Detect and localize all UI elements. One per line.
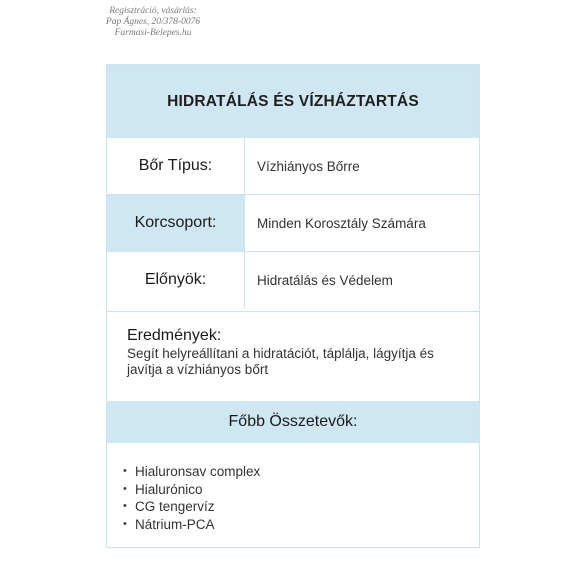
skin-type-value: Vízhiányos Bőrre [244, 138, 479, 194]
ingredient-name: Nátrium-PCA [135, 516, 215, 532]
results-text: Segít helyreállítani a hidratációt, táplálja, lágyítja és javítja a vízhiányos bőrt [127, 346, 434, 377]
results-section [107, 317, 479, 401]
watermark-line-1: Regisztráció, vásárlás: [109, 6, 197, 16]
ingredient-name: CG tengervíz [135, 499, 215, 514]
bullet-icon: • [123, 465, 127, 477]
list-item [123, 498, 260, 516]
results-title: Eredmények: [127, 327, 222, 344]
benefits-label: Előnyök: [144, 271, 207, 288]
bullet-icon: • [123, 517, 127, 530]
product-info-card [106, 64, 480, 548]
skin-type-label: Bőr Típus: [138, 157, 213, 174]
row-divider [107, 311, 479, 312]
bullet-icon: • [123, 500, 127, 512]
benefits-value: Hidratálás és Védelem [244, 252, 479, 308]
watermark-line-2: Pap Ágnes, 20/378-0076 [105, 17, 201, 27]
watermark [96, 6, 210, 39]
ingredient-name: Hialurónico [135, 481, 203, 497]
ingredients-list [123, 463, 260, 533]
list-item [123, 481, 260, 499]
bullet-icon: • [123, 482, 127, 495]
age-group-value: Minden Korosztály Számára [244, 195, 479, 251]
list-item [123, 516, 260, 534]
list-item [123, 463, 260, 481]
ingredients-title: Főbb Összetevők: [107, 401, 479, 443]
watermark-line-3: Farmasi-Belepes.hu [114, 28, 192, 38]
row-benefits [107, 252, 479, 308]
card-title: HIDRATÁLÁS ÉS VÍZHÁZTARTÁS [107, 65, 479, 138]
age-group-label: Korcsoport: [107, 195, 244, 251]
row-skin-type [107, 138, 479, 194]
row-age-group [107, 195, 479, 251]
ingredient-name: Hialuronsav complex [135, 464, 261, 479]
